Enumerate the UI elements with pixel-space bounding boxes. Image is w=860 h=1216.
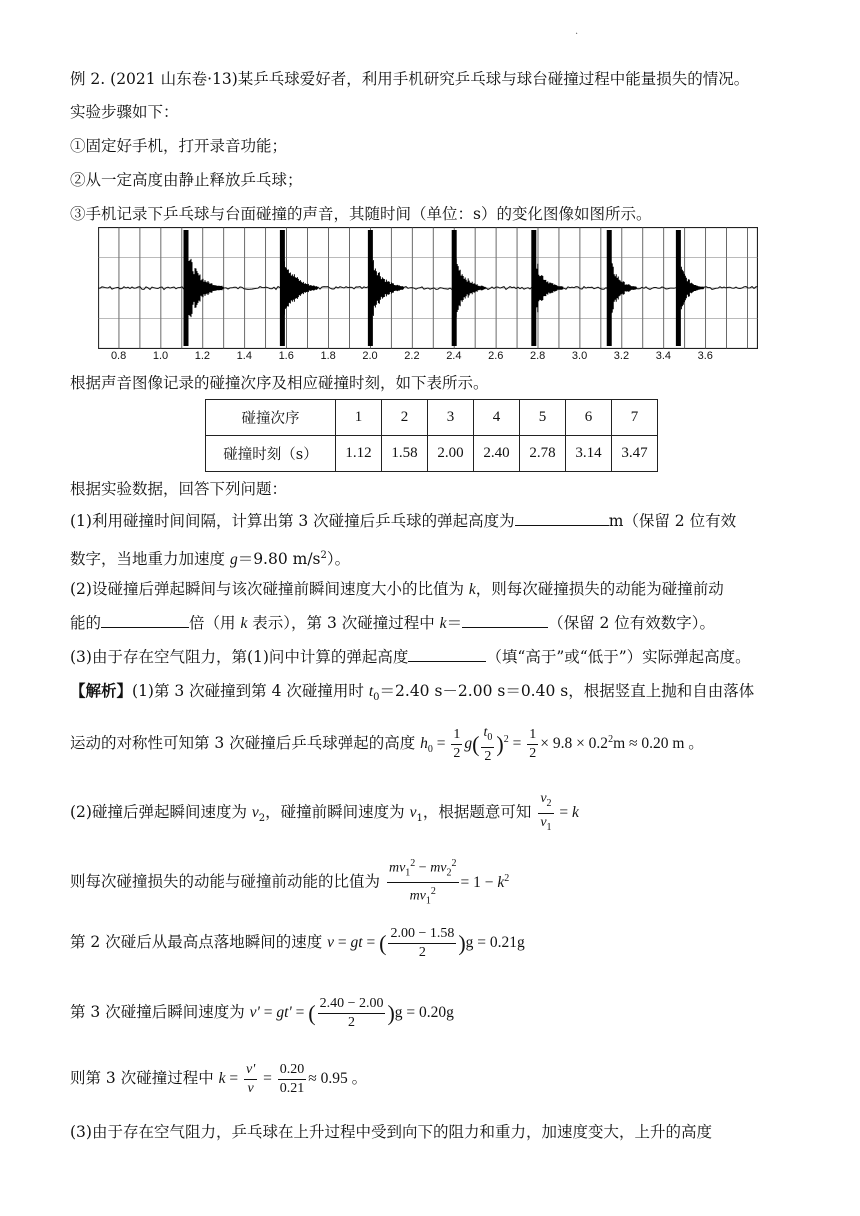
table-cell: 2.00 — [428, 436, 474, 472]
solution-5: 第 3 次碰撞后瞬间速度为 v' = gt' = ( $\frac{2.40 - 2.00}{2}$ )g = 0.20g — [70, 995, 454, 1030]
x-tick-label: 1.2 — [194, 350, 211, 362]
table-row — [206, 436, 658, 472]
table-header-time: 碰撞时刻（s） — [206, 436, 336, 472]
answer-blank-3 — [462, 612, 548, 628]
header-dot: . — [575, 26, 579, 37]
table-intro: 根据声音图像记录的碰撞次序及相应碰撞时刻，如下表所示。 — [70, 374, 489, 392]
table-header-order: 碰撞次序 — [206, 400, 336, 436]
sound-waveform-chart — [98, 227, 758, 349]
x-tick-label: 1.4 — [236, 350, 252, 362]
question-1-line-1: (1)利用碰撞时间间隔，计算出第 3 次碰撞后乒乓球的弹起高度为 m（保留 2 位有效 — [70, 512, 737, 530]
step-2: ②从一定高度由静止释放乒乓球； — [70, 171, 303, 189]
x-axis-ticks — [0, 350, 860, 366]
x-tick-label: 2.8 — [530, 350, 546, 362]
x-tick-label: 2.0 — [362, 350, 378, 362]
table-cell: 1.12 — [336, 436, 382, 472]
x-tick-label: 3.4 — [655, 350, 671, 362]
x-tick-label: 3.2 — [613, 350, 630, 362]
table-cell: 3 — [428, 400, 474, 436]
table-cell: 2 — [382, 400, 428, 436]
solution-3: 则每次碰撞损失的动能与碰撞前动能的比值为 $\frac{mv_1^2 - mv_2^2}{mv_1^2}$ = $1 - k^2$ — [70, 855, 509, 911]
question-2-line-1: (2)设碰撞后弹起瞬间与该次碰撞前瞬间速度大小的比值为 k，则每次碰撞损失的动能为碰撞前动 — [70, 580, 724, 598]
answer-blank-1 — [515, 510, 609, 526]
step-1: ①固定好手机，打开录音功能； — [70, 137, 288, 155]
table-cell: 1 — [336, 400, 382, 436]
x-tick-label: 2.4 — [446, 350, 462, 362]
solution-7: (3)由于存在空气阻力，乒乓球在上升过程中受到向下的阻力和重力，加速度变大，上升的高度 — [70, 1123, 712, 1141]
questions-lead: 根据实验数据，回答下列问题： — [70, 480, 288, 498]
x-tick-label: 3.6 — [697, 350, 713, 362]
intro-line-2: 实验步骤如下： — [70, 103, 179, 121]
answer-blank-4 — [408, 646, 486, 662]
table-cell: 2.78 — [520, 436, 566, 472]
intro-line-1: 例 2. (2021 山东卷·13)某乒乓球爱好者，利用手机研究乒乓球与球台碰撞过程中能量损失的情况。 — [70, 70, 750, 88]
x-tick-label: 1.8 — [320, 350, 336, 362]
question-3: (3)由于存在空气阻力，第(1)问中计算的弹起高度 （填“高于”或“低于”）实际弹起高度。 — [70, 648, 751, 666]
x-tick-label: 2.2 — [404, 350, 420, 362]
solution-1-line-2: 运动的对称性可知第 3 次碰撞后乒乓球弹起的高度 $h_0$ = $\frac{1}{2}$ g( $\frac{t_0}{2}$ )$^2$ = $\frac{1}{2}$ × $9.8 \times 0.2^2m \approx 0.20$ m 。 — [70, 724, 704, 764]
collision-table — [205, 399, 658, 472]
solution-2: (2)碰撞后弹起瞬间速度为 $v_2$，碰撞前瞬间速度为 $v_1$，根据题意可知 $\frac{v_2}{v_1}$ = k — [70, 791, 579, 833]
solution-1-line-1: 【解析】(1)第 3 次碰撞到第 4 次碰撞用时 $t_0=2.40$ s－2.00 s＝0.40 s，根据竖直上抛和自由落体 — [70, 681, 755, 704]
table-cell: 2.40 — [474, 436, 520, 472]
x-tick-label: 1.0 — [152, 350, 169, 362]
question-2-line-2: 能的 倍（用 k 表示），第 3 次碰撞过程中 k＝ （保留 2 位有效数字）。 — [70, 614, 716, 632]
x-tick-label: 3.0 — [571, 350, 588, 362]
table-cell: 3.14 — [566, 436, 612, 472]
table-cell: 6 — [566, 400, 612, 436]
question-1-line-2: 数字，当地重力加速度 g＝9.80 $m/s^2$）。 — [70, 550, 351, 569]
table-cell: 1.58 — [382, 436, 428, 472]
x-tick-label: 1.6 — [278, 350, 294, 362]
solution-4: 第 2 次碰后从最高点落地瞬间的速度 v = gt = ( $\frac{2.00 - 1.58}{2}$ )g = 0.21g — [70, 925, 525, 960]
table-cell: 7 — [612, 400, 658, 436]
table-cell: 5 — [520, 400, 566, 436]
step-3: ③手机记录下乒乓球与台面碰撞的声音，其随时间（单位：s）的变化图像如图所示。 — [70, 205, 652, 223]
solution-6: 则第 3 次碰撞过程中 k = $\frac{v'}{v}$ = $\frac{0.20}{0.21}$ ≈ 0.95 。 — [70, 1061, 368, 1096]
answer-blank-2 — [101, 612, 189, 628]
x-tick-label: 2.6 — [488, 350, 504, 362]
x-tick-label: 0.8 — [110, 350, 127, 362]
table-row — [206, 400, 658, 436]
table-cell: 3.47 — [612, 436, 658, 472]
table-cell: 4 — [474, 400, 520, 436]
